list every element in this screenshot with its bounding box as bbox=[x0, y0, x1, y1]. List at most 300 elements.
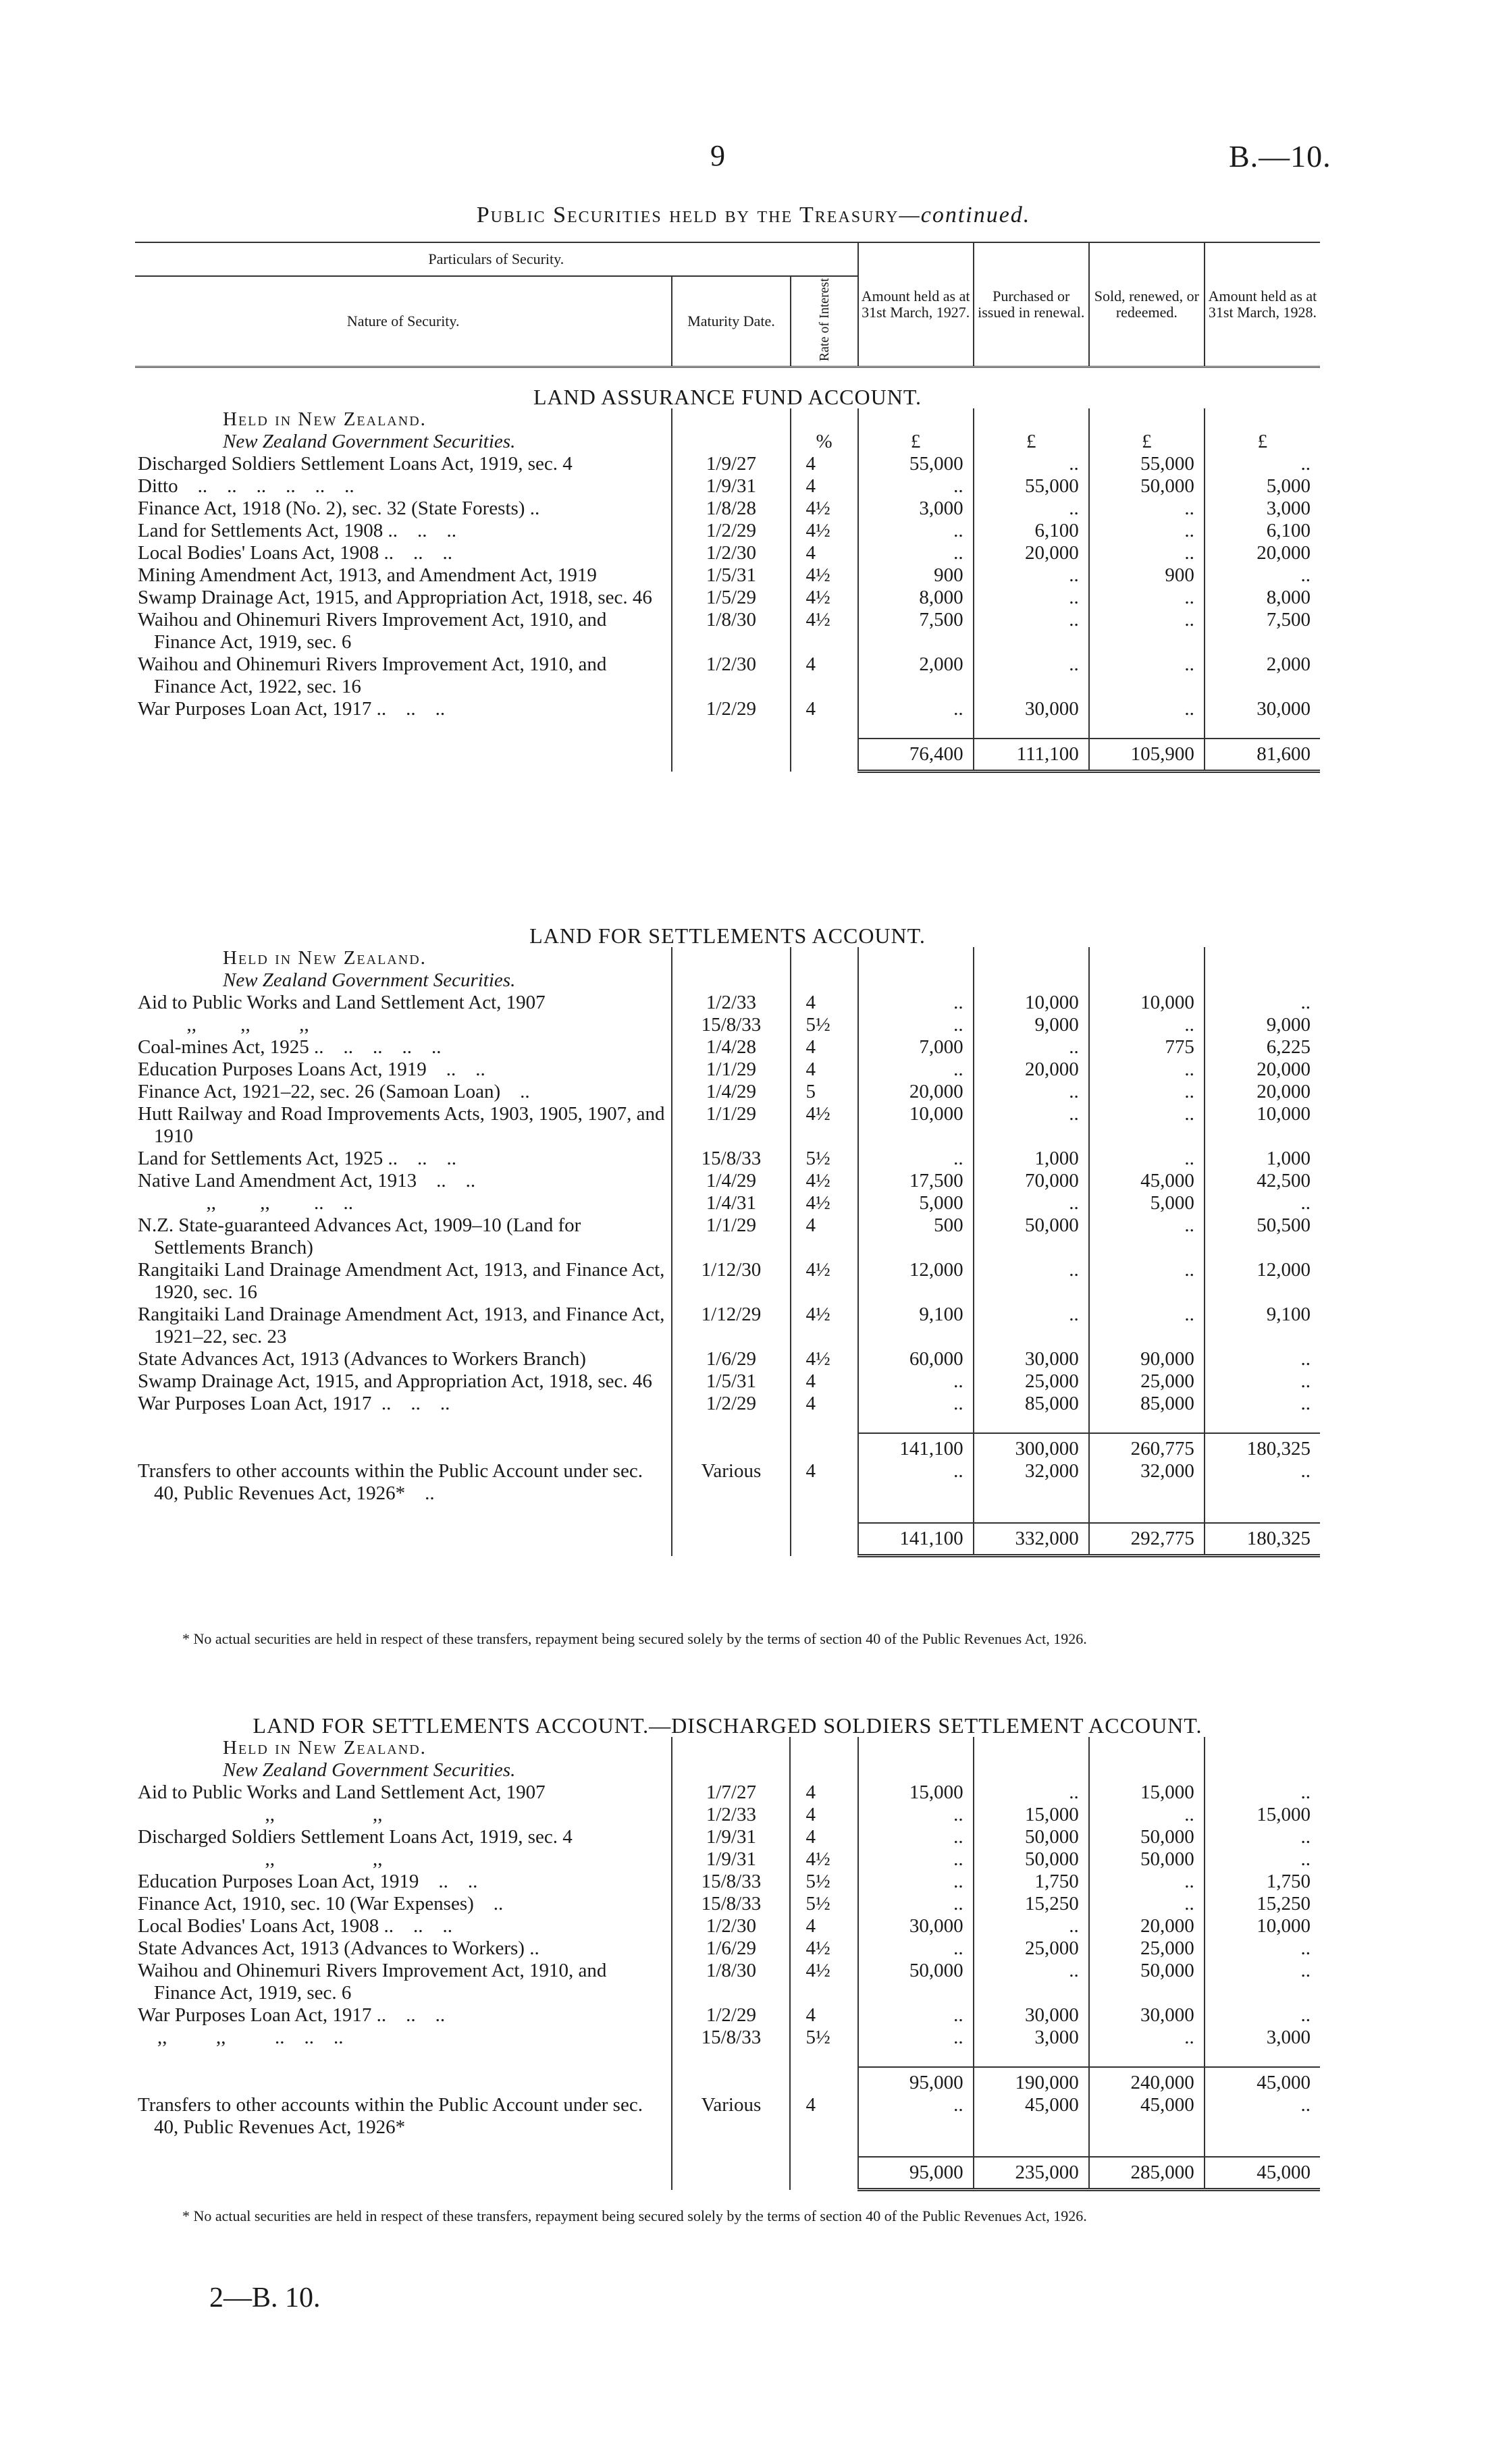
spacer-cell bbox=[672, 2157, 790, 2190]
amount-sold: 45,000 bbox=[1089, 1170, 1205, 1192]
amount-held1928: .. bbox=[1205, 2094, 1320, 2139]
spacer-cell bbox=[1205, 1737, 1320, 1759]
amount-held1927: 141,100 bbox=[858, 1523, 974, 1556]
maturity-date: 1/1/29 bbox=[672, 1059, 790, 1081]
spacer-cell bbox=[858, 720, 974, 739]
amount-purchased: 25,000 bbox=[974, 1370, 1089, 1393]
spacer-cell bbox=[791, 1433, 858, 1460]
security-row bbox=[135, 653, 1320, 698]
unit-percent: % bbox=[791, 431, 858, 453]
security-nature-text: Local Bodies' Loans Act, 1908 .. .. .. bbox=[138, 542, 452, 564]
security-nature-text: Land for Settlements Act, 1925 .. .. .. bbox=[138, 1148, 456, 1169]
amount-purchased: 30,000 bbox=[974, 2004, 1089, 2027]
security-row bbox=[135, 1014, 1320, 1036]
amount-held1928: 20,000 bbox=[1205, 1059, 1320, 1081]
interest-rate: 4 bbox=[791, 992, 858, 1014]
amount-purchased: .. bbox=[974, 609, 1089, 653]
amount-sold: 20,000 bbox=[1089, 1915, 1205, 1937]
security-row bbox=[135, 992, 1320, 1014]
maturity-date: 1/2/29 bbox=[672, 698, 790, 720]
maturity-date: 1/12/30 bbox=[672, 1259, 790, 1304]
section-title-row bbox=[135, 925, 1320, 947]
security-nature-text: State Advances Act, 1913 (Advances to Workers) .. bbox=[138, 1937, 539, 1959]
amount-purchased: 20,000 bbox=[974, 1059, 1089, 1081]
amount-held1928: 8,000 bbox=[1205, 587, 1320, 609]
security-nature-text: ,, ,, .. .. bbox=[138, 1192, 353, 1214]
spacer-cell bbox=[858, 2049, 974, 2067]
amount-held1928: 10,000 bbox=[1205, 1915, 1320, 1937]
amount-held1928: .. bbox=[1205, 564, 1320, 587]
spacer-cell bbox=[974, 2139, 1089, 2157]
title-suffix: —continued. bbox=[899, 203, 1031, 227]
security-nature bbox=[135, 1059, 672, 1081]
maturity-date: 15/8/33 bbox=[672, 2027, 790, 2049]
amount-sold: 50,000 bbox=[1089, 1826, 1205, 1848]
amount-held1928: .. bbox=[1205, 2004, 1320, 2027]
transfer-nature-text: Transfers to other accounts within the Public Account under sec. 40, Public Revenues Act, 1926* bbox=[138, 2094, 643, 2138]
spacer-cell bbox=[672, 2139, 790, 2157]
maturity-date: 1/1/29 bbox=[672, 1103, 790, 1148]
subtotal-row bbox=[135, 2067, 1320, 2094]
spacer-cell bbox=[135, 720, 672, 739]
amount-purchased: 1,750 bbox=[974, 1871, 1089, 1893]
spacer-cell bbox=[1089, 969, 1205, 992]
spacer-cell bbox=[858, 1759, 974, 1782]
spacer-cell bbox=[791, 408, 858, 431]
spacer-cell bbox=[791, 1505, 858, 1523]
header-rate bbox=[791, 276, 858, 367]
unit-pound: £ bbox=[1089, 431, 1205, 453]
security-nature-text: ,, ,, .. .. .. bbox=[138, 2027, 344, 2048]
spacer-cell bbox=[974, 1415, 1089, 1433]
spacer-cell bbox=[790, 2139, 857, 2157]
spacer-cell bbox=[135, 2049, 672, 2067]
maturity-date: 1/4/29 bbox=[672, 1081, 790, 1103]
interest-rate: 4½ bbox=[791, 609, 858, 653]
spacer-cell bbox=[974, 1737, 1089, 1759]
amount-held1927: .. bbox=[858, 1871, 974, 1893]
security-row bbox=[135, 1370, 1320, 1393]
spacer-cell bbox=[1089, 1759, 1205, 1782]
security-row bbox=[135, 1304, 1320, 1348]
land-for-settlements-table bbox=[135, 925, 1320, 1557]
security-row bbox=[135, 453, 1320, 475]
amount-held1927: .. bbox=[858, 1370, 974, 1393]
maturity-date: 1/2/33 bbox=[672, 992, 790, 1014]
amount-held1927: 95,000 bbox=[858, 2067, 974, 2094]
section-title-row bbox=[135, 386, 1320, 408]
security-nature bbox=[135, 587, 672, 609]
amount-sold: 292,775 bbox=[1089, 1523, 1205, 1556]
subtotal-row bbox=[135, 1433, 1320, 1460]
amount-held1927: 50,000 bbox=[858, 1960, 974, 2004]
spacer-cell bbox=[672, 408, 790, 431]
spacer-cell bbox=[790, 2049, 857, 2067]
amount-held1927: 30,000 bbox=[858, 1915, 974, 1937]
security-row bbox=[135, 475, 1320, 498]
spacer-cell bbox=[790, 2067, 857, 2094]
amount-held1928: 9,000 bbox=[1205, 1014, 1320, 1036]
spacer-cell bbox=[974, 720, 1089, 739]
spacer-cell bbox=[974, 408, 1089, 431]
security-nature bbox=[135, 1103, 672, 1148]
security-nature bbox=[135, 2027, 672, 2049]
amount-held1927: 9,100 bbox=[858, 1304, 974, 1348]
security-row bbox=[135, 1148, 1320, 1170]
security-nature-text: Aid to Public Works and Land Settlement Act, 1907 bbox=[138, 1782, 546, 1803]
amount-held1928: 20,000 bbox=[1205, 542, 1320, 564]
security-nature-text: Coal-mines Act, 1925 .. .. .. .. .. bbox=[138, 1036, 442, 1058]
security-nature-text: Waihou and Ohinemuri Rivers Improvement Act, 1910, and Finance Act, 1919, sec. 6 bbox=[138, 1960, 607, 2004]
spacer-cell bbox=[672, 2067, 790, 2094]
amount-held1927: .. bbox=[858, 1826, 974, 1848]
interest-rate: 4½ bbox=[791, 498, 858, 520]
security-row bbox=[135, 542, 1320, 564]
security-nature bbox=[135, 1804, 672, 1826]
subheading-label: New Zealand Government Securities. bbox=[223, 969, 516, 991]
security-nature-text: Native Land Amendment Act, 1913 .. .. bbox=[138, 1170, 476, 1191]
security-row bbox=[135, 1937, 1320, 1960]
interest-rate: 4½ bbox=[791, 1304, 858, 1348]
maturity-date: 15/8/33 bbox=[672, 1871, 790, 1893]
spacer-cell bbox=[974, 969, 1089, 992]
spacer-cell bbox=[858, 1505, 974, 1523]
security-nature-text: Waihou and Ohinemuri Rivers Improvement Act, 1910, and Finance Act, 1922, sec. 16 bbox=[138, 653, 607, 697]
section-title: LAND FOR SETTLEMENTS ACCOUNT. bbox=[529, 923, 926, 948]
transfer-nature bbox=[135, 2094, 672, 2139]
interest-rate: 4½ bbox=[790, 1848, 857, 1871]
amount-held1927: 10,000 bbox=[858, 1103, 974, 1148]
spacer-cell bbox=[974, 1505, 1089, 1523]
security-nature-text: Finance Act, 1910, sec. 10 (War Expenses) .. bbox=[138, 1893, 504, 1914]
amount-sold: .. bbox=[1089, 1214, 1205, 1259]
spacer-cell bbox=[135, 2157, 672, 2190]
amount-held1928: .. bbox=[1205, 1848, 1320, 1871]
security-row bbox=[135, 1192, 1320, 1214]
amount-held1928: .. bbox=[1205, 453, 1320, 475]
security-nature-text: Ditto .. .. .. .. .. .. bbox=[138, 475, 354, 497]
security-row bbox=[135, 2027, 1320, 2049]
total-row bbox=[135, 2157, 1320, 2190]
amount-held1927: .. bbox=[858, 1059, 974, 1081]
amount-sold: .. bbox=[1089, 1893, 1205, 1915]
header-purchased: Purchased or issued in renewal. bbox=[974, 242, 1089, 367]
amount-held1928: 15,250 bbox=[1205, 1893, 1320, 1915]
spacer-cell bbox=[672, 947, 790, 969]
amount-held1927: .. bbox=[858, 1460, 974, 1505]
amount-held1927: 141,100 bbox=[858, 1433, 974, 1460]
amount-purchased: .. bbox=[974, 587, 1089, 609]
amount-held1928: 42,500 bbox=[1205, 1170, 1320, 1192]
amount-held1928: 3,000 bbox=[1205, 2027, 1320, 2049]
security-row bbox=[135, 1848, 1320, 1871]
security-row bbox=[135, 520, 1320, 542]
security-row bbox=[135, 1348, 1320, 1370]
spacer-row bbox=[135, 720, 1320, 739]
amount-sold: 32,000 bbox=[1089, 1460, 1205, 1505]
maturity-date: 1/8/30 bbox=[672, 1960, 790, 2004]
transfer-maturity: Various bbox=[672, 2094, 790, 2139]
transfer-nature bbox=[135, 1460, 672, 1505]
amount-held1928: 6,225 bbox=[1205, 1036, 1320, 1059]
amount-purchased: 300,000 bbox=[974, 1433, 1089, 1460]
security-row bbox=[135, 1214, 1320, 1259]
amount-held1927: .. bbox=[858, 475, 974, 498]
spacer-cell bbox=[672, 720, 790, 739]
security-nature bbox=[135, 1348, 672, 1370]
amount-purchased: 6,100 bbox=[974, 520, 1089, 542]
security-row bbox=[135, 1170, 1320, 1192]
interest-rate: 4 bbox=[791, 1059, 858, 1081]
amount-sold: 105,900 bbox=[1089, 739, 1205, 772]
header-sold: Sold, renewed, or redeemed. bbox=[1089, 242, 1205, 367]
spacer-cell bbox=[672, 1737, 790, 1759]
maturity-date: 1/8/28 bbox=[672, 498, 790, 520]
amount-sold: .. bbox=[1089, 1804, 1205, 1826]
maturity-date: 1/6/29 bbox=[672, 1937, 790, 1960]
transfer-rate: 4 bbox=[790, 2094, 857, 2139]
interest-rate: 5 bbox=[791, 1081, 858, 1103]
transfer-rate: 4 bbox=[791, 1460, 858, 1505]
amount-purchased: 70,000 bbox=[974, 1170, 1089, 1192]
amount-held1927: 900 bbox=[858, 564, 974, 587]
interest-rate: 4 bbox=[790, 1826, 857, 1848]
interest-rate: 4½ bbox=[790, 1937, 857, 1960]
spacer-cell bbox=[1205, 947, 1320, 969]
interest-rate: 4½ bbox=[791, 1348, 858, 1370]
security-nature-text: Discharged Soldiers Settlement Loans Act, 1919, sec. 4 bbox=[138, 1826, 573, 1848]
security-nature-text: Rangitaiki Land Drainage Amendment Act, 1913, and Finance Act, 1921–22, sec. 23 bbox=[138, 1304, 665, 1347]
amount-purchased: 9,000 bbox=[974, 1014, 1089, 1036]
amount-sold: .. bbox=[1089, 1871, 1205, 1893]
security-nature bbox=[135, 1782, 672, 1804]
maturity-date: 1/9/31 bbox=[672, 475, 790, 498]
security-nature bbox=[135, 498, 672, 520]
transfer-nature-text: Transfers to other accounts within the Public Account under sec. 40, Public Revenues Act, 1926* .. bbox=[138, 1460, 643, 1504]
spacer-cell bbox=[1205, 720, 1320, 739]
amount-sold: .. bbox=[1089, 609, 1205, 653]
amount-purchased: 1,000 bbox=[974, 1148, 1089, 1170]
maturity-date: 15/8/33 bbox=[672, 1893, 790, 1915]
spacer-cell bbox=[1089, 1415, 1205, 1433]
land-assurance-fund-table bbox=[135, 386, 1320, 773]
security-nature bbox=[135, 1848, 672, 1871]
interest-rate: 4½ bbox=[791, 1170, 858, 1192]
amount-held1928: 81,600 bbox=[1205, 739, 1320, 772]
amount-held1927: 500 bbox=[858, 1214, 974, 1259]
security-row bbox=[135, 1782, 1320, 1804]
amount-sold: .. bbox=[1089, 587, 1205, 609]
amount-sold: .. bbox=[1089, 2027, 1205, 2049]
amount-held1927: 7,000 bbox=[858, 1036, 974, 1059]
maturity-date: 1/2/30 bbox=[672, 542, 790, 564]
amount-held1927: .. bbox=[858, 698, 974, 720]
maturity-date: 1/2/29 bbox=[672, 2004, 790, 2027]
amount-sold: .. bbox=[1089, 542, 1205, 564]
amount-purchased: 190,000 bbox=[974, 2067, 1089, 2094]
maturity-date: 1/5/31 bbox=[672, 1370, 790, 1393]
maturity-date: 1/9/31 bbox=[672, 1848, 790, 1871]
held-label: Held in New Zealand. bbox=[223, 408, 427, 430]
amount-sold: 775 bbox=[1089, 1036, 1205, 1059]
security-nature-text: Mining Amendment Act, 1913, and Amendment Act, 1919 bbox=[138, 564, 597, 586]
amount-held1928: 20,000 bbox=[1205, 1081, 1320, 1103]
signature-mark: 2—B. 10. bbox=[209, 2282, 321, 2313]
spacer-cell bbox=[1205, 969, 1320, 992]
security-nature-text: Discharged Soldiers Settlement Loans Act, 1919, sec. 4 bbox=[138, 453, 573, 475]
maturity-date: 1/2/33 bbox=[672, 1804, 790, 1826]
amount-sold: 240,000 bbox=[1089, 2067, 1205, 2094]
amount-sold: 900 bbox=[1089, 564, 1205, 587]
amount-purchased: .. bbox=[974, 1259, 1089, 1304]
amount-purchased: 30,000 bbox=[974, 698, 1089, 720]
spacer-cell bbox=[135, 1523, 672, 1556]
maturity-date: 1/1/29 bbox=[672, 1214, 790, 1259]
maturity-date: 1/2/29 bbox=[672, 520, 790, 542]
amount-held1927: 12,000 bbox=[858, 1259, 974, 1304]
security-row bbox=[135, 1036, 1320, 1059]
unit-pound: £ bbox=[858, 431, 974, 453]
security-row bbox=[135, 1871, 1320, 1893]
security-row bbox=[135, 2004, 1320, 2027]
amount-held1928: 180,325 bbox=[1205, 1433, 1320, 1460]
amount-held1927: 8,000 bbox=[858, 587, 974, 609]
amount-held1928: .. bbox=[1205, 1937, 1320, 1960]
amount-held1927: 20,000 bbox=[858, 1081, 974, 1103]
spacer-cell bbox=[672, 969, 790, 992]
amount-purchased: 15,250 bbox=[974, 1893, 1089, 1915]
amount-held1928: 5,000 bbox=[1205, 475, 1320, 498]
security-row bbox=[135, 1804, 1320, 1826]
interest-rate: 4 bbox=[791, 1393, 858, 1415]
amount-held1928: .. bbox=[1205, 1393, 1320, 1415]
security-row bbox=[135, 587, 1320, 609]
amount-purchased: .. bbox=[974, 498, 1089, 520]
amount-sold: 285,000 bbox=[1089, 2157, 1205, 2190]
transfer-row bbox=[135, 1460, 1320, 1505]
spacer-cell bbox=[1205, 1415, 1320, 1433]
held-row bbox=[135, 1737, 1320, 1759]
amount-held1928: .. bbox=[1205, 1826, 1320, 1848]
amount-held1927: 60,000 bbox=[858, 1348, 974, 1370]
total-row bbox=[135, 739, 1320, 772]
maturity-date: 1/5/29 bbox=[672, 587, 790, 609]
amount-purchased: 85,000 bbox=[974, 1393, 1089, 1415]
security-nature bbox=[135, 1826, 672, 1848]
spacer-cell bbox=[791, 1523, 858, 1556]
amount-held1928: .. bbox=[1205, 992, 1320, 1014]
section-title: LAND ASSURANCE FUND ACCOUNT. bbox=[533, 385, 922, 409]
amount-purchased: 32,000 bbox=[974, 1460, 1089, 1505]
interest-rate: 5½ bbox=[790, 1871, 857, 1893]
security-row bbox=[135, 1915, 1320, 1937]
security-nature-text: Waihou and Ohinemuri Rivers Improvement Act, 1910, and Finance Act, 1919, sec. 6 bbox=[138, 609, 607, 653]
interest-rate: 4 bbox=[790, 1804, 857, 1826]
spacer-cell bbox=[791, 947, 858, 969]
maturity-date: 1/2/30 bbox=[672, 1915, 790, 1937]
column-header bbox=[135, 242, 1320, 368]
amount-held1928: 30,000 bbox=[1205, 698, 1320, 720]
footnote-discharged-soldiers: * No actual securities are held in respect of these transfers, repayment being secured solely by the terms of section 40 of the Public Revenues Act, 1926. bbox=[182, 2207, 1087, 2224]
security-nature bbox=[135, 992, 672, 1014]
spacer-cell bbox=[672, 1505, 790, 1523]
amount-held1927: 5,000 bbox=[858, 1192, 974, 1214]
amount-held1927: .. bbox=[858, 2004, 974, 2027]
amount-held1928: 3,000 bbox=[1205, 498, 1320, 520]
security-nature bbox=[135, 1259, 672, 1304]
amount-held1928: 7,500 bbox=[1205, 609, 1320, 653]
maturity-date: 1/2/30 bbox=[672, 653, 790, 698]
interest-rate: 4 bbox=[790, 1915, 857, 1937]
interest-rate: 4 bbox=[791, 475, 858, 498]
amount-held1927: .. bbox=[858, 1893, 974, 1915]
interest-rate: 4 bbox=[791, 1214, 858, 1259]
maturity-date: 1/4/31 bbox=[672, 1192, 790, 1214]
security-nature-text: Education Purposes Loan Act, 1919 .. .. bbox=[138, 1871, 478, 1892]
section-title: LAND FOR SETTLEMENTS ACCOUNT.—DISCHARGED SOLDIERS SETTLEMENT ACCOUNT. bbox=[253, 1713, 1202, 1738]
interest-rate: 4½ bbox=[791, 1103, 858, 1148]
security-nature-text: Education Purposes Loans Act, 1919 .. .. bbox=[138, 1059, 485, 1080]
spacer-row bbox=[135, 1415, 1320, 1433]
amount-sold: 25,000 bbox=[1089, 1937, 1205, 1960]
amount-purchased: .. bbox=[974, 1915, 1089, 1937]
amount-purchased: .. bbox=[974, 564, 1089, 587]
interest-rate: 5½ bbox=[790, 2027, 857, 2049]
spacer-cell bbox=[135, 2139, 672, 2157]
spacer-cell bbox=[791, 739, 858, 772]
maturity-date: 1/12/29 bbox=[672, 1304, 790, 1348]
amount-purchased: 10,000 bbox=[974, 992, 1089, 1014]
amount-held1927: .. bbox=[858, 1014, 974, 1036]
amount-held1928: .. bbox=[1205, 1348, 1320, 1370]
interest-rate: 4 bbox=[790, 1782, 857, 1804]
security-nature bbox=[135, 1893, 672, 1915]
security-nature bbox=[135, 1960, 672, 2004]
interest-rate: 4½ bbox=[791, 1192, 858, 1214]
transfer-maturity: Various bbox=[672, 1460, 790, 1505]
spacer-cell bbox=[858, 408, 974, 431]
amount-held1928: 12,000 bbox=[1205, 1259, 1320, 1304]
document-code: B.—10. bbox=[1229, 139, 1331, 173]
amount-held1928: 180,325 bbox=[1205, 1523, 1320, 1556]
spacer-cell bbox=[672, 739, 790, 772]
amount-purchased: .. bbox=[974, 1782, 1089, 1804]
spacer-cell bbox=[672, 1433, 790, 1460]
amount-sold: 90,000 bbox=[1089, 1348, 1205, 1370]
amount-purchased: .. bbox=[974, 1036, 1089, 1059]
total-row bbox=[135, 1523, 1320, 1556]
spacer-cell bbox=[672, 2049, 790, 2067]
interest-rate: 4 bbox=[791, 698, 858, 720]
security-nature-text: Swamp Drainage Act, 1915, and Appropriation Act, 1918, sec. 46 bbox=[138, 587, 652, 608]
subheading-row bbox=[135, 431, 1320, 453]
security-nature bbox=[135, 609, 672, 653]
interest-rate: 4½ bbox=[791, 1259, 858, 1304]
interest-rate: 5½ bbox=[791, 1148, 858, 1170]
amount-purchased: 15,000 bbox=[974, 1804, 1089, 1826]
maturity-date: 1/4/28 bbox=[672, 1036, 790, 1059]
amount-purchased: .. bbox=[974, 1192, 1089, 1214]
amount-sold: .. bbox=[1089, 653, 1205, 698]
amount-sold: 260,775 bbox=[1089, 1433, 1205, 1460]
security-nature bbox=[135, 1871, 672, 1893]
amount-sold: 55,000 bbox=[1089, 453, 1205, 475]
amount-held1928: 45,000 bbox=[1205, 2067, 1320, 2094]
maturity-date: 1/9/31 bbox=[672, 1826, 790, 1848]
amount-purchased: 50,000 bbox=[974, 1214, 1089, 1259]
amount-purchased: .. bbox=[974, 1960, 1089, 2004]
amount-sold: .. bbox=[1089, 1259, 1205, 1304]
